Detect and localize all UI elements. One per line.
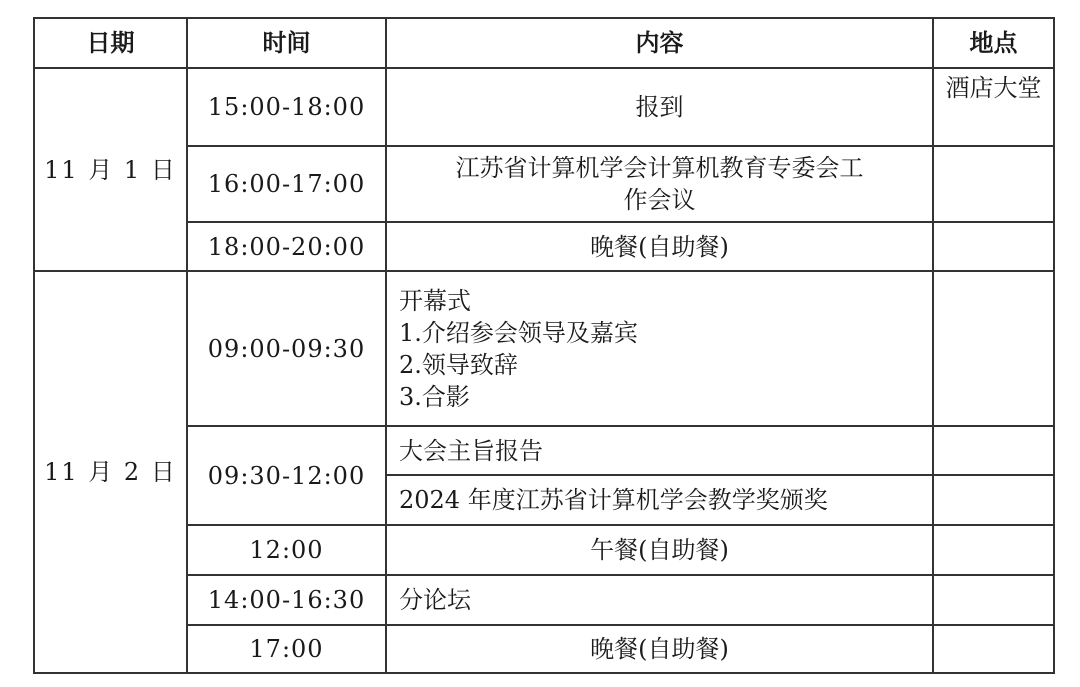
header-row [34,18,1054,68]
content-line: 1.介绍参会领导及嘉宾 [399,318,638,347]
content-cell: 2024 年度江苏省计算机学会教学奖颁奖 [386,475,933,525]
content-line: 作会议 [623,186,696,214]
content-cell: 大会主旨报告 [386,426,933,475]
time-cell: 15:00-18:00 [187,68,386,146]
table-row [34,426,1054,475]
location-cell [933,271,1054,426]
content-cell: 晚餐(自助餐) [386,222,933,271]
location-cell [933,475,1054,525]
header-content: 内容 [386,18,933,68]
location-cell [933,525,1054,575]
time-cell: 16:00-17:00 [187,146,386,222]
header-location: 地点 [933,18,1054,68]
content-cell [386,271,933,426]
content-line: 开幕式 [399,286,471,315]
time-cell: 09:00-09:30 [187,271,386,426]
content-line: 3.合影 [399,382,470,411]
time-cell: 09:30-12:00 [187,426,386,525]
content-cell: 晚餐(自助餐) [386,625,933,673]
content-cell: 午餐(自助餐) [386,525,933,575]
location-cell [933,575,1054,625]
table-row [34,525,1054,575]
content-cell: 分论坛 [386,575,933,625]
header-date: 日期 [34,18,187,68]
time-cell: 18:00-20:00 [187,222,386,271]
date-cell-day1: 11 月 1 日 [34,68,187,271]
table-row [34,146,1054,222]
table-row [34,68,1054,146]
content-cell: 报到 [386,68,933,146]
content-line: 2.领导致辞 [399,350,518,379]
time-cell: 14:00-16:30 [187,575,386,625]
date-cell-day2: 11 月 2 日 [34,271,187,673]
content-line: 江苏省计算机学会计算机教育专委会工 [455,154,864,182]
content-cell [386,146,933,222]
location-cell [933,146,1054,222]
table-row [34,271,1054,426]
schedule-table [33,17,1055,674]
table-row [34,222,1054,271]
time-cell: 17:00 [187,625,386,673]
table-row [34,625,1054,673]
location-cell [933,222,1054,271]
header-time: 时间 [187,18,386,68]
location-cell [933,426,1054,475]
location-cell: 酒店大堂 [933,68,1054,146]
location-cell [933,625,1054,673]
table-row [34,575,1054,625]
time-cell: 12:00 [187,525,386,575]
